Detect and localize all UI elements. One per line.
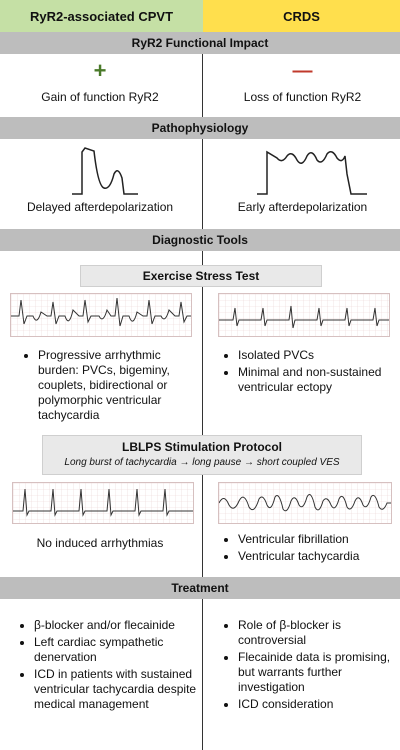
dad-waveform [70,144,140,199]
list-item: • Progressive arrhythmic burden: PVCs, bigeminy, couplets, bidirectional or polymorphic ventricular tachycardia [38,348,203,423]
loss-symbol: — [292,60,313,82]
lblps-title: LBLPS Stimulation Protocol [121,440,282,454]
section-treatment-band: Treatment [0,577,400,599]
list-item: • β-blocker and/or flecainide [34,618,209,633]
treatment-left-list [18,618,209,714]
divider-impact [202,54,203,117]
dad-label: Delayed afterdepolarization [26,200,174,214]
lblps-subtitle: Long burst of tachycardia → long pause → short coupled VES [64,457,340,468]
list-item: • Isolated PVCs [238,348,400,363]
list-item: • Flecainide data is promising, but warrants further investigation [238,650,400,695]
list-item: • Ventricular fibrillation [238,532,400,547]
treatment-right-list [222,618,400,714]
list-item: • Left cardiac sympathetic denervation [34,635,209,665]
exercise-right-list [222,348,400,397]
lblps-box [42,435,362,475]
gain-symbol: + [93,58,107,83]
gain-label: Gain of function RyR2 [41,90,159,104]
exercise-left-list [22,348,203,425]
no-induced-label: No induced arrhythmias [36,536,164,550]
list-item: • Role of β-blocker is controversial [238,618,400,648]
header-left: RyR2-associated CPVT [0,0,203,32]
ead-waveform [255,144,370,199]
divider-patho [202,139,203,229]
ecg-crds-exercise [218,293,390,337]
section-impact-band: RyR2 Functional Impact [0,32,400,54]
section-diagnostic-band: Diagnostic Tools [0,229,400,251]
list-item: • Minimal and non-sustained ventricular ectopy [238,365,400,395]
ecg-crds-lblps [218,482,392,524]
header-right: CRDS [203,0,400,32]
ead-label: Early afterdepolarization [237,200,368,214]
exercise-test-title: Exercise Stress Test [80,265,322,287]
section-patho-band: Pathophysiology [0,117,400,139]
ecg-cpvt-exercise [10,293,192,337]
loss-label: Loss of function RyR2 [243,90,362,104]
list-item: • ICD consideration [238,697,400,712]
list-item: • Ventricular tachycardia [238,549,400,564]
lblps-right-list [222,532,400,566]
list-item: • ICD in patients with sustained ventricular tachycardia despite medical management [34,667,209,712]
ecg-cpvt-lblps [12,482,194,524]
